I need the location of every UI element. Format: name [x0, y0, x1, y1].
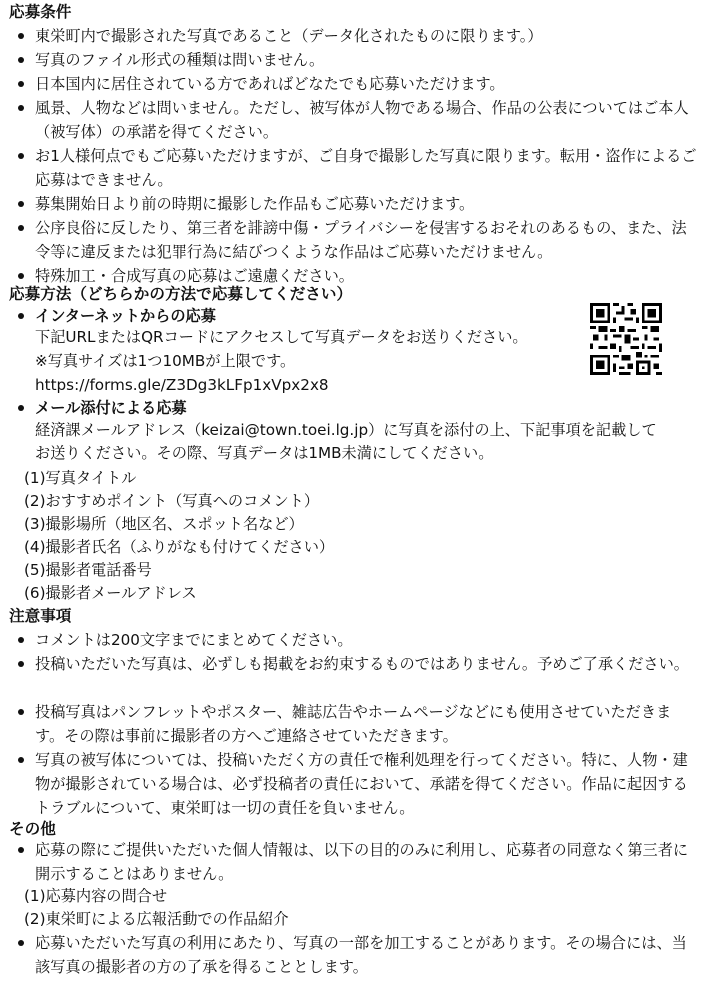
mail-heading: メール添付による応募: [35, 396, 699, 420]
notes-item: 投稿いただいた写真は、必ずしも掲載をお約束するものではありません。予めご了承ください。: [35, 652, 699, 676]
form-url-link[interactable]: https://forms.gle/Z3Dg3kLFp1xVpx2x8: [35, 376, 329, 394]
mail-list-item: (1)写真タイトル: [24, 469, 137, 487]
notes-item: 写真の被写体については、投稿いただく方の責任で権利処理を行ってください。特に、人物・建物が撮影されている場合は、必ず投稿者の責任において、承諾を得てください。作品に起因するトラブルについて、東栄町は一切の責任を負いません。: [35, 748, 699, 820]
mail-list-item: (6)撮影者メールアドレス: [24, 584, 197, 602]
mail-list-item: (3)撮影場所（地区名、スポット名など）: [24, 515, 304, 533]
section-title-conditions: 応募条件: [9, 3, 72, 21]
qr-code-icon[interactable]: [590, 303, 662, 375]
section-title-method: 応募方法（どちらかの方法で応募してください）: [9, 285, 353, 303]
other-item: 応募いただいた写真の利用にあたり、写真の一部を加工することがあります。その場合には、当該写真の撮影者の方の了承を得ることとします。: [35, 931, 699, 979]
other-item: 応募の際にご提供いただいた個人情報は、以下の目的のみに利用し、応募者の同意なく第三者に開示することはありません。: [35, 838, 699, 886]
internet-instruction: 下記URLまたはQRコードにアクセスして写真データをお送りください。: [35, 328, 528, 346]
other-list-item: (1)応募内容の問合せ: [24, 887, 168, 905]
mail-instruction: 経済課メールアドレス（keizai@town.toei.lg.jp）に写真を添付の上、下記事項を記載してお送りください。その際、写真データは1MB未満にしてください。: [35, 421, 657, 462]
mail-list-item: (2)おすすめポイント（写真へのコメント）: [24, 492, 320, 510]
internet-size-note: ※写真サイズは1つ10MBが上限です。: [35, 352, 296, 370]
conditions-item: 日本国内に居住されている方であればどなたでも応募いただけます。: [35, 72, 699, 96]
conditions-item: 特殊加工・合成写真の応募はご遠慮ください。: [35, 264, 699, 288]
other-list-item: (2)東栄町による広報活動での作品紹介: [24, 910, 289, 928]
notes-item: 投稿写真はパンフレットやポスター、雑誌広告やホームページなどにも使用させていただきます。その際は事前に撮影者の方へご連絡させていただきます。: [35, 700, 699, 748]
conditions-item: 募集開始日より前の時期に撮影した作品もご応募いただけます。: [35, 192, 699, 216]
conditions-item: 公序良俗に反したり、第三者を誹謗中傷・プライバシーを侵害するおそれのあるもの、また、法令等に違反または犯罪行為に結びつくような作品はご応募いただけません。: [35, 216, 699, 264]
mail-list-item: (4)撮影者氏名（ふりがなも付けてください）: [24, 538, 335, 556]
mail-list-item: (5)撮影者電話番号: [24, 561, 152, 579]
notes-item: コメントは200文字までにまとめてください。: [35, 628, 699, 652]
conditions-item: 写真のファイル形式の種類は問いません。: [35, 48, 699, 72]
conditions-item: 風景、人物などは問いません。ただし、被写体が人物である場合、作品の公表についてはご本人（被写体）の承諾を得てください。: [35, 96, 699, 144]
internet-heading: インターネットからの応募: [35, 304, 587, 328]
conditions-item: お1人様何点でもご応募いただけますが、ご自身で撮影した写真に限ります。転用・盗作によるご応募はできません。: [35, 144, 699, 192]
section-title-notes: 注意事項: [9, 607, 72, 625]
section-title-other: その他: [9, 820, 56, 838]
conditions-item: 東栄町内で撮影された写真であること（データ化されたものに限ります。）: [35, 24, 699, 48]
